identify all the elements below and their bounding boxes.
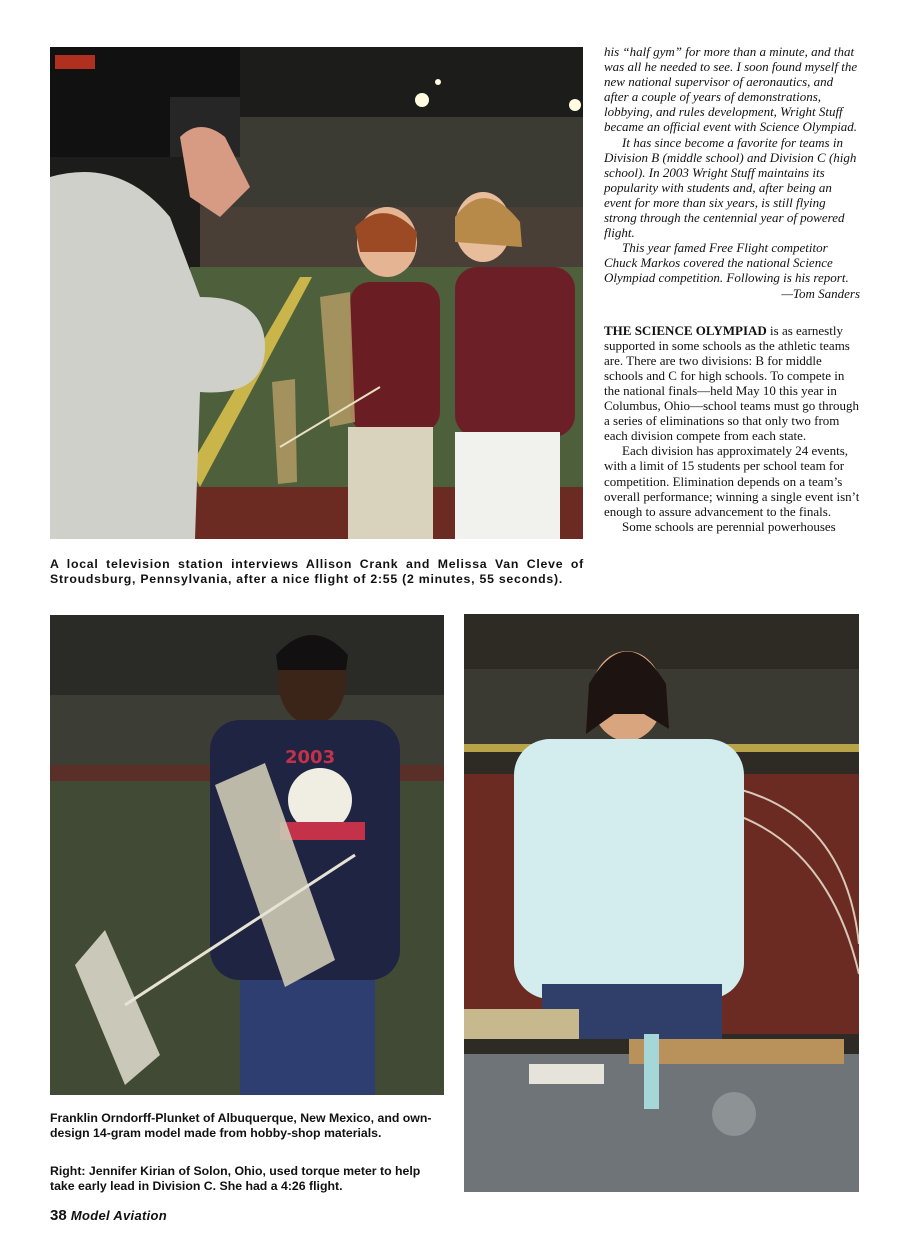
jennifer-kirian-image: [464, 614, 859, 1192]
intro-signature: —Tom Sanders: [781, 285, 860, 301]
intro-paragraph-1: his “half gym” for more than a minute, and that was all he needed to see. I soon found myself the new national supervisor of aeronautics, and after a couple of years of demonstrations, lobbying, and rules development, Wright Stuff became an official event with Science Olympiad.: [604, 44, 858, 135]
intro-paragraph-3: This year famed Free Flight competitor Chuck Markos covered the national Science Olympiad competition. Following is his report.: [604, 240, 849, 286]
page-number: 38: [50, 1207, 67, 1224]
article-paragraph-1: [604, 323, 860, 444]
franklin-orndorff-plunket-image: [50, 615, 444, 1095]
franklin-orndorff-plunket-photo: [50, 615, 444, 1095]
intro-paragraph-2: It has since become a favorite for teams in Division B (middle school) and Division C (high school). In 2003 Wright Stuff maintains its popularity with students and, after being an event for more than six years, is still flying strong through the centennial year of powered flight.: [604, 134, 857, 241]
television-interview-photo: [50, 47, 583, 539]
article-paragraph-2: Each division has approximately 24 events, with a limit of 15 students per school team for competition. Elimination depends on a team’s overall performance; winning a single event isn’t enough to assure advancement to the finals.: [604, 443, 860, 519]
jennifer-kirian-photo: [464, 614, 859, 1192]
page-footer: [50, 1207, 167, 1224]
caption-franklin: Franklin Orndorff-Plunket of Albuquerque, New Mexico, and own-design 14-gram model made from hobby-shop materials.: [50, 1111, 432, 1140]
article-lead-in: THE SCIENCE OLYMPIAD: [604, 322, 767, 338]
article-paragraph-1-text: is as earnestly supported in some schools as the athletic teams are. There are two divisions: B for middle schools and C for high schools. To compete in the national finals—held May 10 this year in Columbus, Ohio—school teams must go through a series of eliminations so that only two from each division compete from each state.: [604, 322, 859, 444]
television-interview-image: [50, 47, 583, 539]
caption-jennifer: Right: Jennifer Kirian of Solon, Ohio, used torque meter to help take early lead in Division C. She had a 4:26 flight.: [50, 1164, 421, 1193]
shirt-year-print: 2003: [285, 747, 336, 768]
caption-television-interview: A local television station interviews Allison Crank and Melissa Van Cleve of Stroudsburg, Pennsylvania, after a nice flight of 2:55 (2 minutes, 55 seconds).: [50, 557, 584, 586]
article-paragraph-3: Some schools are perennial powerhouses: [622, 518, 836, 534]
article-column: [604, 44, 860, 534]
magazine-name: Model Aviation: [70, 1208, 168, 1223]
